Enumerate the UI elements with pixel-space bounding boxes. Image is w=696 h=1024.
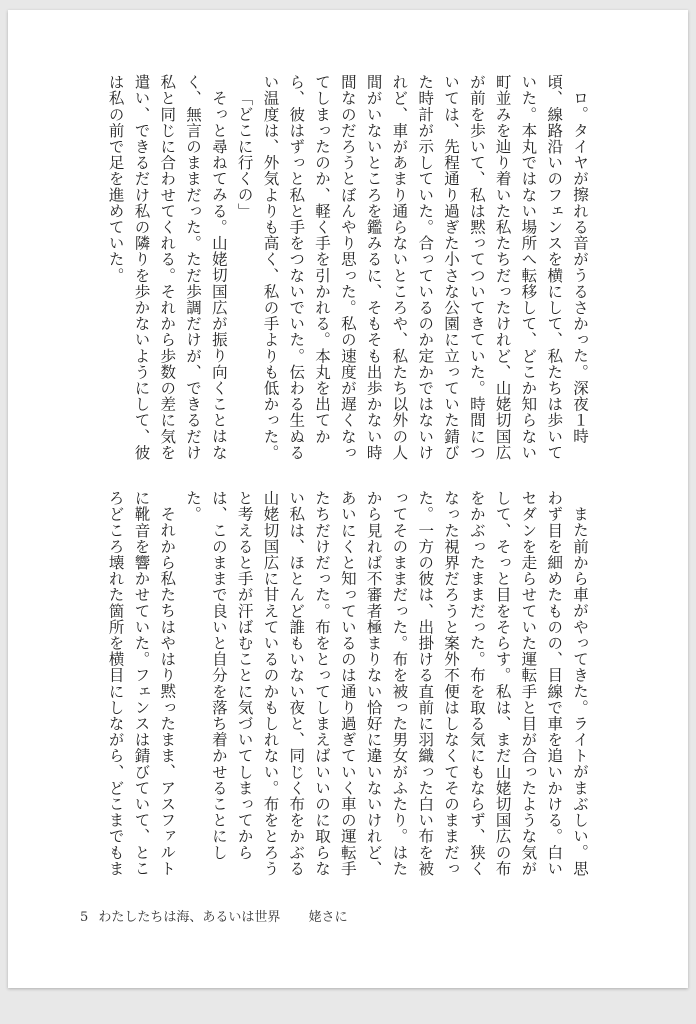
lower-text-block xyxy=(72,490,592,882)
paragraph: 「どこに行くの」 xyxy=(235,89,254,219)
paragraph: それから私たちはやはり黙ったまま、アスファルトに靴音を響かせていた。フェンスは錆びていて、ところどころ壊れた箇所を横目にしながら、どこまでもま xyxy=(106,490,177,877)
author-name: 姥さに xyxy=(308,910,348,925)
upper-text-block xyxy=(72,74,592,466)
page xyxy=(8,10,688,988)
book-title: わたしたちは海、あるいは世界 xyxy=(98,910,281,925)
paragraph: そっと尋ねてみる。山姥切国広が振り向くことはなく、無言のままだった。ただ歩調だけが、できるだけ私と同じに合わせてくれる。それから歩数の差に気を遣い、できるだけ私の隣りを歩かないようにして、彼は私の前で足を進めていた。 xyxy=(106,74,228,461)
paragraph: ロ。タイヤが擦れる音がうるさかった。深夜１時頃、線路沿いのフェンスを横にして、私たちは歩いていた。本丸ではない場所へ転移して、どこか知らない町並みを辿り着いた私たちだったけれど、山姥切国広が前を歩いて、私は黙ってついてきていた。時間については、先程通り過ぎた小さな公園に立っていた錆びた時計が示していた。合っているのか定かではないけれど、車があまり通らないところや、私たち以外の人間がいないところを鑑みるに、そもそも出歩かない時間なのだろうとぼんやり思った。私の速度が遅くなってしまったのか、軽く手を引かれる。本丸を出てから、彼はずっと私と手をつないでいた。伝わる生ぬるい温度は、外気よりも高く、私の手よりも低かった。 xyxy=(261,74,589,461)
page-footer xyxy=(80,906,354,925)
paragraph: また前から車がやってきた。ライトがまぶしい。思わず目を細めたものの、目線で車を追いかける。白いセダンを走らせていた運転手と目が合ったような気がして、そっと目をそらす。私は、まだ山姥切国広の布をかぶったままだった。布を取る気にもならず、狭くなった視界だろうと案外不便はしなくてそのままだった。一方の彼は、出掛ける直前に羽織った白い布を被ってそのままだった。布を被った男女がふたり。はたから見れば不審者極まりない恰好に違いないけれど、あいにくと知っているのは通り過ぎていく車の運転手たちだけだった。布をとってしまえばいいのに取らない私は、ほとんど誰もいない夜と、同じく布をかぶる山姥切国広に甘えているのかもしれない。布をとろうと考えると手が汗ばむことに気づいてしまってからは、このままで良いと自分を落ち着かせることにした。 xyxy=(184,490,589,877)
page-number: 5 xyxy=(80,910,89,925)
